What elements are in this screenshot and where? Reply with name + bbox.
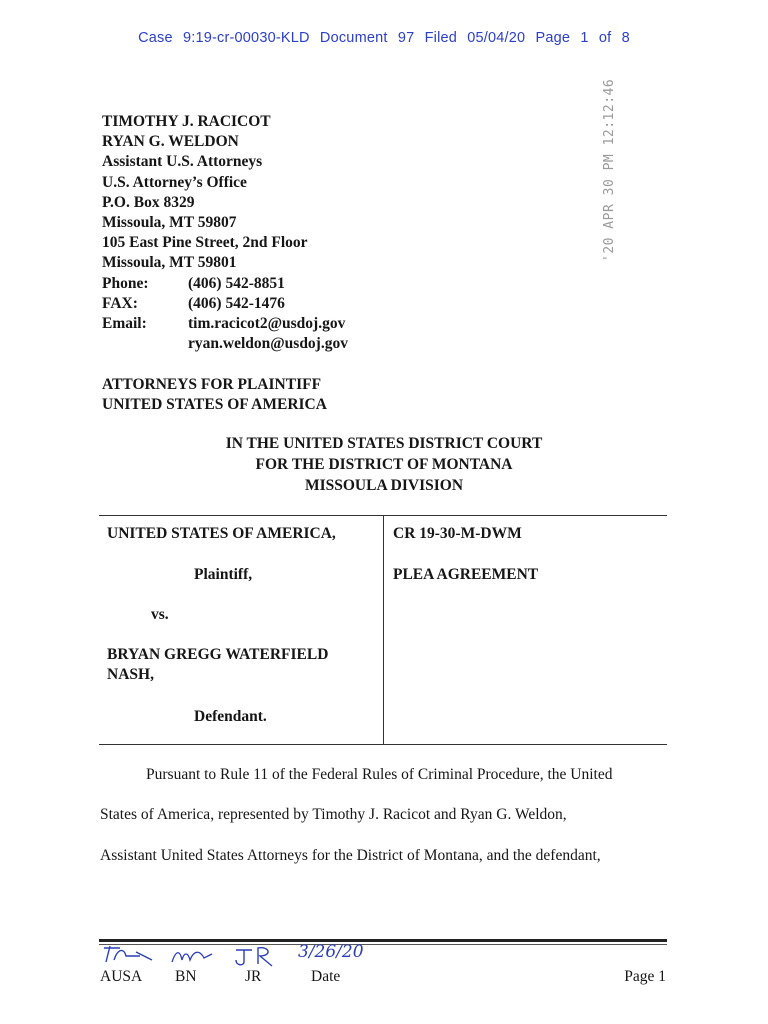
- phone-label: Phone:: [102, 274, 149, 292]
- footer-rule-thin: [99, 944, 667, 945]
- counsel-line: Assistant U.S. Attorneys: [102, 153, 263, 171]
- fax-row: [102, 294, 348, 314]
- counsel-line: TIMOTHY J. RACICOT: [102, 113, 271, 130]
- counsel-line: 105 East Pine Street, 2nd Floor: [102, 234, 308, 252]
- counsel-line: Missoula, MT 59807: [102, 214, 237, 232]
- plaintiff-name: UNITED STATES OF AMERICA,: [107, 525, 336, 542]
- bn-label: BN: [175, 968, 197, 985]
- handwritten-date: 3/26/20: [298, 942, 364, 962]
- court-heading: [0, 433, 768, 496]
- email-value-1: tim.racicot2@usdoj.gov: [188, 315, 346, 333]
- attorneys-for-line: UNITED STATES OF AMERICA: [102, 396, 327, 414]
- ausa-initials-signature: [100, 942, 160, 968]
- defendant-name-line: BRYAN GREGG WATERFIELD: [107, 646, 329, 663]
- email-row-2: [102, 334, 348, 354]
- filing-stamp: '20 APR 30 PM 12:12:46: [602, 78, 617, 262]
- email-row: [102, 314, 348, 334]
- document-title: PLEA AGREEMENT: [393, 566, 539, 583]
- caption-divider: [383, 515, 384, 745]
- defendant-name: [107, 645, 328, 685]
- page-number: Page 1: [624, 968, 666, 985]
- email-label: Email:: [102, 315, 147, 333]
- counsel-line: U.S. Attorney’s Office: [102, 173, 247, 191]
- date-label: Date: [311, 968, 341, 985]
- body-line: Assistant United States Attorneys for the District of Montana, and the defendant,: [100, 847, 601, 864]
- phone-row: [102, 274, 348, 294]
- jr-label: JR: [245, 968, 262, 985]
- counsel-line: P.O. Box 8329: [102, 193, 195, 211]
- email-value-2: ryan.weldon@usdoj.gov: [188, 335, 348, 353]
- plaintiff-role: Plaintiff,: [194, 566, 253, 583]
- phone-value: (406) 542-8851: [188, 274, 285, 292]
- attorneys-for-line: ATTORNEYS FOR PLAINTIFF: [102, 376, 322, 393]
- case-number: CR 19-30-M-DWM: [393, 525, 522, 542]
- defendant-name-line: NASH,: [107, 666, 154, 683]
- fax-label: FAX:: [102, 294, 138, 312]
- bn-initials-signature: [168, 946, 218, 968]
- attorneys-for-block: [102, 375, 327, 415]
- caption-bottom-rule: [99, 744, 667, 745]
- filing-header: Case 9:19-cr-00030-KLD Document 97 Filed 05/04/20 Page 1 of 8: [138, 30, 630, 46]
- ausa-label: AUSA: [100, 968, 143, 985]
- fax-value: (406) 542-1476: [188, 294, 285, 312]
- court-line: IN THE UNITED STATES DISTRICT COURT: [225, 435, 543, 452]
- court-line: MISSOULA DIVISION: [304, 477, 464, 494]
- counsel-block: [102, 112, 348, 354]
- counsel-line: Missoula, MT 59801: [102, 254, 237, 272]
- court-line: FOR THE DISTRICT OF MONTANA: [255, 456, 513, 473]
- body-line: Pursuant to Rule 11 of the Federal Rules of Criminal Procedure, the United: [146, 766, 613, 783]
- versus: vs.: [151, 606, 169, 623]
- body-line: States of America, represented by Timothy J. Racicot and Ryan G. Weldon,: [100, 806, 567, 823]
- defendant-role: Defendant.: [194, 708, 267, 725]
- jr-initials-signature: [230, 944, 282, 968]
- footer-rule: [99, 939, 667, 942]
- counsel-line: RYAN G. WELDON: [102, 133, 239, 151]
